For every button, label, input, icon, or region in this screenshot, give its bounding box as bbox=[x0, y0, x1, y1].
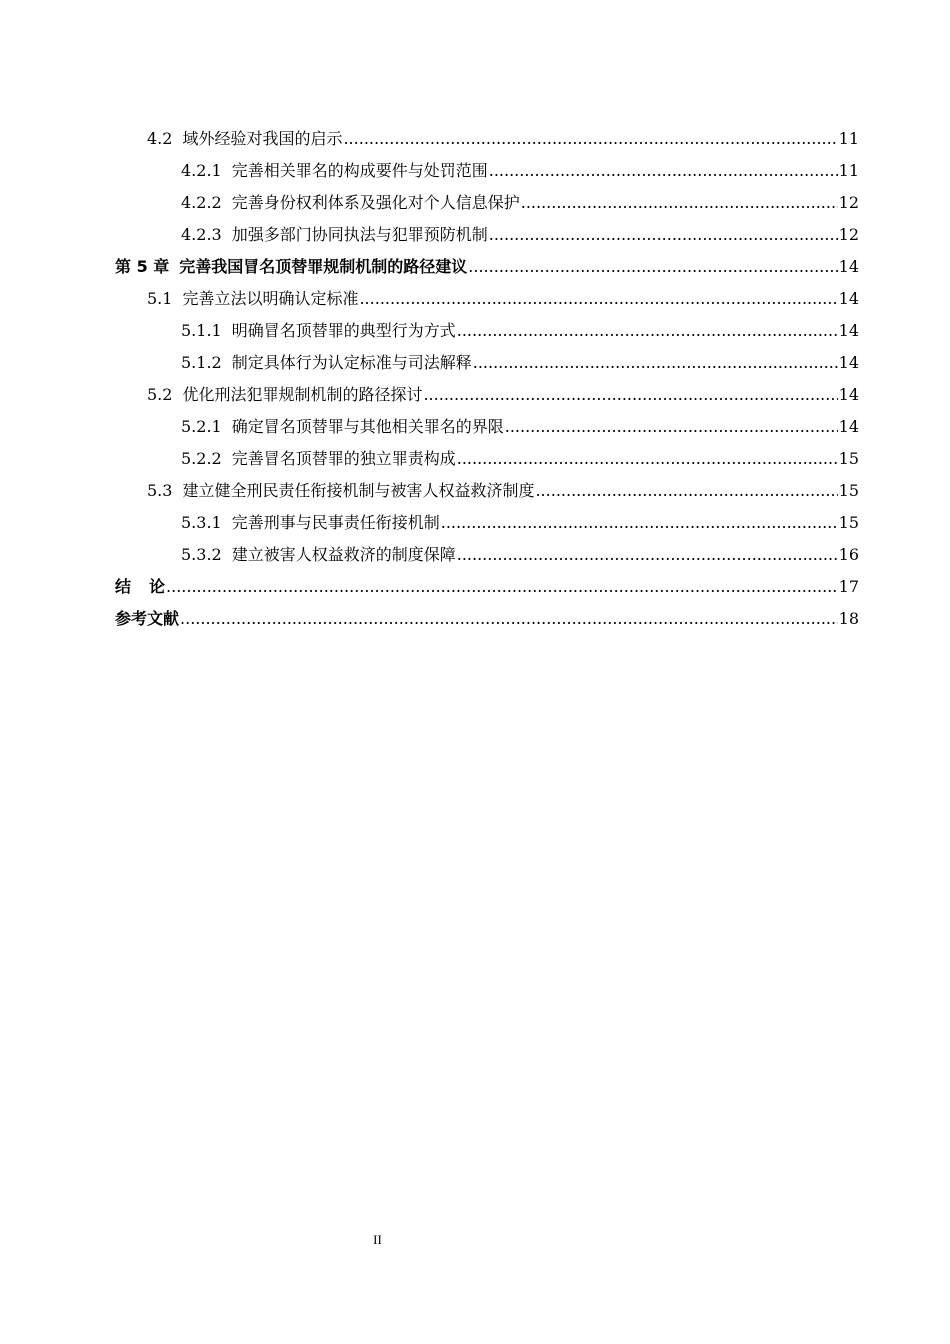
toc-entry-title: 加强多部门协同执法与犯罪预防机制 bbox=[231, 225, 488, 244]
toc-dot-leader bbox=[457, 321, 838, 341]
toc-dot-leader bbox=[505, 417, 838, 437]
toc-entry-title: 明确冒名顶替罪的典型行为方式 bbox=[231, 321, 456, 340]
toc-entry-number: 5.2.1 bbox=[181, 417, 222, 436]
toc-entry-title: 完善我国冒名顶替罪规制机制的路径建议 bbox=[179, 257, 468, 276]
toc-entry-number: 4.2.1 bbox=[181, 161, 222, 180]
toc-entry[interactable] bbox=[181, 501, 859, 533]
toc-entry-page: 18 bbox=[838, 609, 859, 628]
toc-entry[interactable] bbox=[181, 149, 859, 181]
toc-entry-page: 14 bbox=[838, 385, 859, 404]
toc-references-entry[interactable] bbox=[115, 597, 859, 629]
toc-dot-leader bbox=[468, 257, 837, 277]
toc-entry-number: 4.2.3 bbox=[181, 225, 222, 244]
toc-entry[interactable] bbox=[181, 405, 859, 437]
toc-entry-title: 确定冒名顶替罪与其他相关罪名的界限 bbox=[231, 417, 504, 436]
toc-entry[interactable] bbox=[181, 341, 859, 373]
toc-dot-leader bbox=[359, 289, 837, 309]
toc-entry[interactable] bbox=[181, 533, 859, 565]
toc-entry[interactable] bbox=[181, 181, 859, 213]
toc-entry-number: 5.3.2 bbox=[181, 545, 222, 564]
toc-entry-page: 15 bbox=[838, 481, 859, 500]
toc-entry-number: 4.2.2 bbox=[181, 193, 222, 212]
toc-chapter-entry[interactable] bbox=[115, 245, 859, 277]
toc-entry-page: 14 bbox=[838, 321, 859, 340]
toc-entry[interactable] bbox=[147, 277, 859, 309]
page-number-footer: II bbox=[373, 1232, 382, 1247]
toc-dot-leader bbox=[423, 385, 837, 405]
toc-dot-leader bbox=[457, 449, 838, 469]
toc-dot-leader bbox=[441, 513, 838, 533]
toc-entry-page: 11 bbox=[838, 161, 859, 180]
toc-entry-number: 5.1 bbox=[147, 289, 173, 308]
toc-entry[interactable] bbox=[147, 469, 859, 501]
toc-entry[interactable] bbox=[147, 117, 859, 149]
toc-entry-number: 第 5 章 bbox=[115, 257, 170, 276]
toc-entry-title: 制定具体行为认定标准与司法解释 bbox=[231, 353, 472, 372]
toc-dot-leader bbox=[521, 193, 838, 213]
toc-entry[interactable] bbox=[181, 437, 859, 469]
toc-dot-leader bbox=[166, 577, 838, 597]
toc-dot-leader bbox=[489, 161, 838, 181]
toc-entry-title: 优化刑法犯罪规制机制的路径探讨 bbox=[182, 385, 423, 404]
toc-entry-title: 域外经验对我国的启示 bbox=[182, 129, 343, 148]
toc-entry-number: 5.1.2 bbox=[181, 353, 222, 372]
toc-entry-title: 完善身份权利体系及强化对个人信息保护 bbox=[231, 193, 520, 212]
toc-entry[interactable] bbox=[147, 373, 859, 405]
toc-entry-page: 14 bbox=[838, 289, 859, 308]
toc-dot-leader bbox=[535, 481, 837, 501]
toc-entry-title: 建立健全刑民责任衔接机制与被害人权益救济制度 bbox=[182, 481, 535, 500]
toc-entry-page: 14 bbox=[838, 257, 859, 276]
toc-entry-number: 结 bbox=[115, 577, 132, 596]
toc-entry-title: 完善立法以明确认定标准 bbox=[182, 289, 359, 308]
toc-entry-number: 5.3.1 bbox=[181, 513, 222, 532]
toc-entry[interactable] bbox=[181, 213, 859, 245]
toc-entry-page: 11 bbox=[838, 129, 859, 148]
toc-conclusion-entry[interactable] bbox=[115, 565, 859, 597]
toc-entry-number: 5.1.1 bbox=[181, 321, 222, 340]
toc-entry-page: 14 bbox=[838, 417, 859, 436]
toc-entry-number: 4.2 bbox=[147, 129, 173, 148]
toc-entry-page: 12 bbox=[838, 225, 859, 244]
toc-entry-page: 17 bbox=[838, 577, 859, 596]
toc-entry-title: 建立被害人权益救济的制度保障 bbox=[231, 545, 456, 564]
toc-dot-leader bbox=[489, 225, 838, 245]
toc-entry[interactable] bbox=[181, 309, 859, 341]
toc-dot-leader bbox=[473, 353, 838, 373]
toc-dot-leader bbox=[180, 609, 838, 629]
toc-entry-number: 5.2.2 bbox=[181, 449, 222, 468]
toc-dot-leader bbox=[343, 129, 837, 149]
toc-entry-title: 参考文献 bbox=[115, 609, 180, 628]
toc-entry-page: 15 bbox=[838, 513, 859, 532]
toc-entry-page: 15 bbox=[838, 449, 859, 468]
toc-entry-title: 完善相关罪名的构成要件与处罚范围 bbox=[231, 161, 488, 180]
toc-entry-title: 完善冒名顶替罪的独立罪责构成 bbox=[231, 449, 456, 468]
toc-entry-page: 12 bbox=[838, 193, 859, 212]
toc-dot-leader bbox=[457, 545, 838, 565]
toc-entry-title: 完善刑事与民事责任衔接机制 bbox=[231, 513, 440, 532]
toc-entry-page: 16 bbox=[838, 545, 859, 564]
toc-entry-number: 5.3 bbox=[147, 481, 173, 500]
toc-entry-title: 论 bbox=[149, 577, 166, 596]
toc-entry-page: 14 bbox=[838, 353, 859, 372]
toc-entry-number: 5.2 bbox=[147, 385, 173, 404]
